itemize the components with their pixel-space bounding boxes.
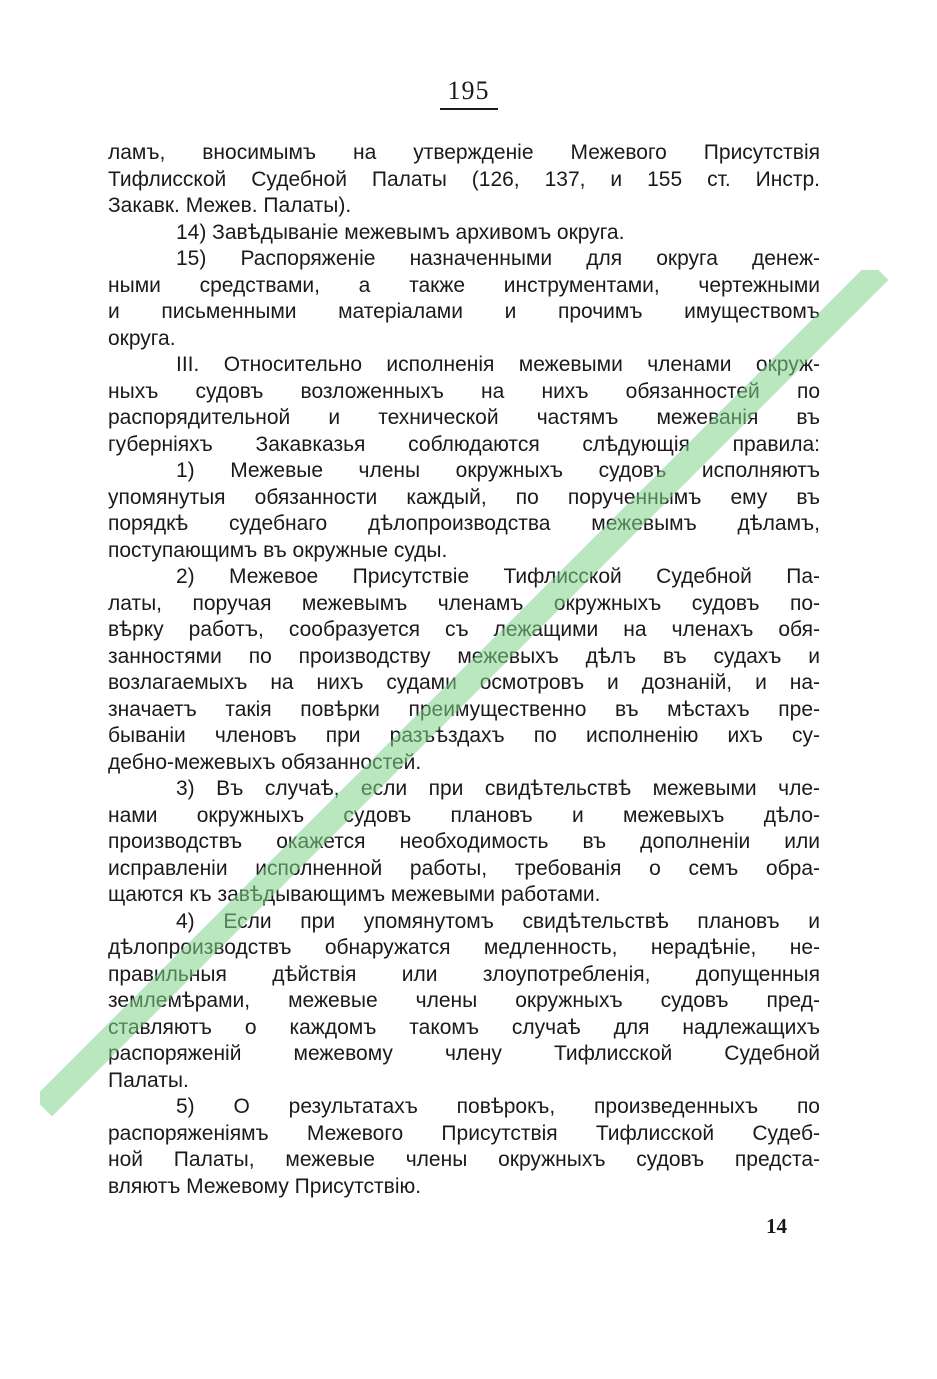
- text-line: дебно-межевыхъ обязанностей.: [108, 750, 422, 774]
- text-line: правильныя дѣйствія или злоупотребленія, допущенныя: [108, 962, 820, 986]
- text-line: III. Относительно исполненія межевыми членами окруж-: [176, 353, 820, 376]
- text-line: бываніи членовъ при разъѣздахъ по исполненію ихъ су-: [108, 724, 820, 747]
- text-line: Палаты.: [108, 1068, 189, 1092]
- text-line: дѣлопроизводствъ обнаружатся медленность, нерадѣніе, не-: [108, 936, 820, 959]
- text-line: занностями по производству межевыхъ дѣлъ въ судахъ и: [108, 644, 820, 668]
- text-line: значаетъ такія повѣрки преимущественно въ мѣстахъ пре-: [108, 697, 820, 721]
- text-line: производствъ окажется необходимость въ дополненіи или: [108, 830, 820, 853]
- text-line: 14) Завѣдываніе межевымъ архивомъ округа.: [176, 220, 625, 244]
- text-line: возлагаемыхъ на нихъ судами осмотровъ и дознаній, и на-: [108, 671, 820, 694]
- text-line: упомянутыя обязанности каждый, по порученнымъ ему въ: [108, 485, 820, 509]
- text-line: 5) О результатахъ повѣрокъ, произведенныхъ по: [176, 1095, 820, 1118]
- text-line: Закавк. Межев. Палаты).: [108, 194, 352, 217]
- text-line: распорядительной и технической частямъ межеванія въ: [108, 406, 820, 429]
- text-line: 15) Распоряженіе назначенными для округа денеж-: [176, 247, 820, 270]
- text-line: вляютъ Межевому Присутствію.: [108, 1174, 422, 1198]
- text-line: 1) Межевые члены окружныхъ судовъ исполняютъ: [176, 459, 820, 482]
- text-line: землемѣрами, межевые члены окружныхъ судовъ пред-: [108, 989, 820, 1012]
- text-line: 2) Межевое Присутствіе Тифлисской Судебной Па-: [176, 565, 820, 588]
- text-line: распоряженіямъ Межевого Присутствія Тифлисской Судеб-: [108, 1121, 820, 1145]
- text-line: исправленіи исполненной работы, требованія о семъ обра-: [108, 856, 820, 880]
- page-number: 195: [447, 76, 490, 105]
- text-line: вѣрку работъ, сообразуется съ лежащими на членахъ обя-: [108, 618, 820, 641]
- text-line: ной Палаты, межевые члены окружныхъ судовъ предста-: [108, 1148, 820, 1171]
- text-line: латы, поручая межевымъ членамъ окружныхъ судовъ по-: [108, 591, 820, 615]
- text-line: 3) Въ случаѣ, если при свидѣтельствѣ межевыми чле-: [176, 777, 820, 800]
- signature-mark: 14: [766, 1214, 787, 1238]
- text-line: 4) Если при упомянутомъ свидѣтельствѣ плановъ и: [176, 909, 820, 933]
- text-line: ными средствами, а также инструментами, чертежными: [108, 273, 820, 297]
- text-line: щаются къ завѣдывающимъ межевыми работами.: [108, 883, 601, 906]
- text-line: округа.: [108, 326, 176, 350]
- text-line: порядкѣ судебнаго дѣлопроизводства межевымъ дѣламъ,: [108, 512, 820, 535]
- text-line: ныхъ судовъ возложенныхъ на нихъ обязанностей по: [108, 379, 820, 403]
- body-text: [108, 140, 820, 1200]
- text-line: распоряженій межевому члену Тифлисской Судебной: [108, 1042, 820, 1065]
- text-line: ламъ, вносимымъ на утвержденіе Межевого Присутствія: [108, 141, 820, 164]
- text-line: ставляютъ о каждомъ такомъ случаѣ для надлежащихъ: [108, 1015, 820, 1039]
- text-line: нами окружныхъ судовъ плановъ и межевыхъ дѣло-: [108, 803, 820, 827]
- text-line: Тифлисской Судебной Палаты (126, 137, и 155 ст. Инстр.: [108, 167, 820, 191]
- text-line: поступающимъ въ окружные суды.: [108, 538, 448, 562]
- page-number-underline: [440, 108, 498, 110]
- text-line: и письменными матеріалами и прочимъ имуществомъ: [108, 300, 820, 323]
- text-line: губерніяхъ Закавказья соблюдаются слѣдующія правила:: [108, 432, 820, 456]
